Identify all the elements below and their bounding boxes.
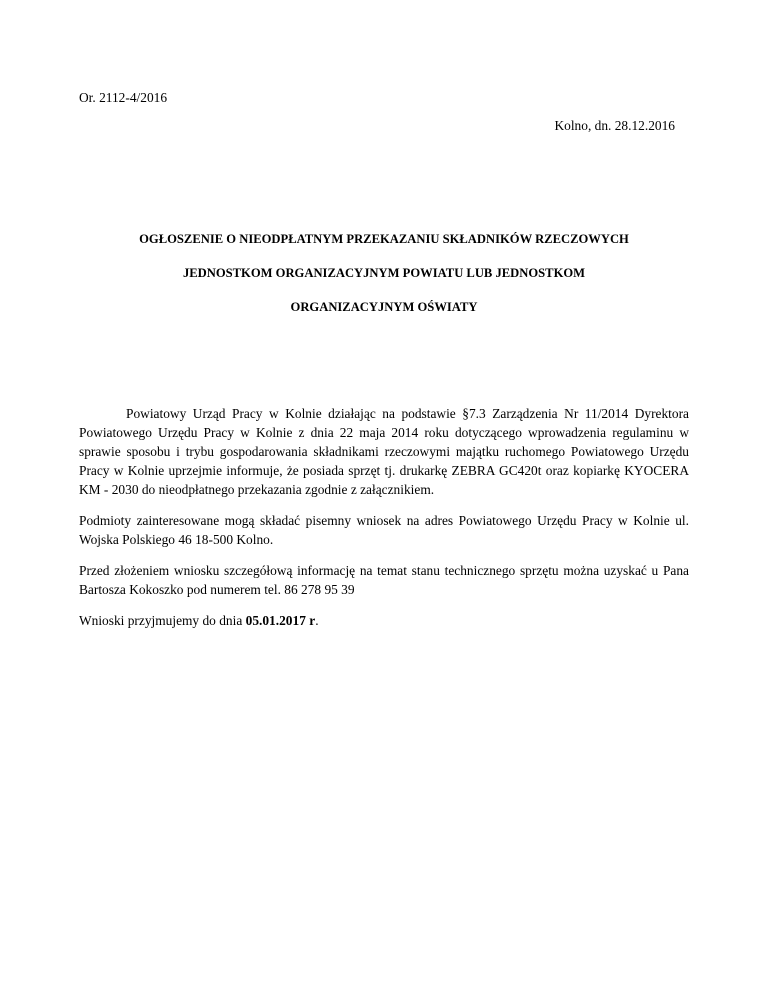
deadline-prefix: Wnioski przyjmujemy do dnia <box>79 613 246 628</box>
reference-number: Or. 2112-4/2016 <box>79 90 168 105</box>
paragraph-deadline <box>79 611 689 630</box>
deadline-suffix: . <box>315 613 319 628</box>
place-and-date: Kolno, dn. 28.12.2016 <box>554 118 675 133</box>
announcement-body <box>79 404 689 642</box>
announcement-title <box>79 230 689 332</box>
deadline-date: 05.01.2017 r <box>245 613 316 628</box>
title-line-2: JEDNOSTKOM ORGANIZACYJNYM POWIATU LUB JEDNOSTKOM <box>182 266 586 280</box>
title-line-1: OGŁOSZENIE O NIEODPŁATNYM PRZEKAZANIU SKŁADNIKÓW RZECZOWYCH <box>139 232 629 246</box>
paragraph-contact-info: Przed złożeniem wniosku szczegółową informację na temat stanu technicznego sprzętu można uzyskać u Pana Bartosza Kokoszko pod numerem tel. 86 278 95 39 <box>79 563 689 597</box>
paragraph-application-address: Podmioty zainteresowane mogą składać pisemny wniosek na adres Powiatowego Urzędu Pracy w Kolnie ul. Wojska Polskiego 46 18-500 Kolno. <box>79 513 689 547</box>
title-line-3: ORGANIZACYJNYM OŚWIATY <box>290 300 478 314</box>
paragraph-legal-basis: Powiatowy Urząd Pracy w Kolnie działając na podstawie §7.3 Zarządzenia Nr 11/2014 Dyrektora Powiatowego Urzędu Pracy w Kolnie z dnia 22 maja 2014 roku dotyczącego wprowadzenia regulaminu w sprawie sposobu i trybu gospodarowania składnikami rzeczowymi majątku ruchomego Powiatowego Urzędu Pracy w Kolnie uprzejmie informuje, że posiada sprzęt tj. drukarkę ZEBRA GC420t oraz kopiarkę KYOCERA KM - 2030 do nieodpłatnego przekazania zgodnie z załącznikiem. <box>79 406 689 497</box>
